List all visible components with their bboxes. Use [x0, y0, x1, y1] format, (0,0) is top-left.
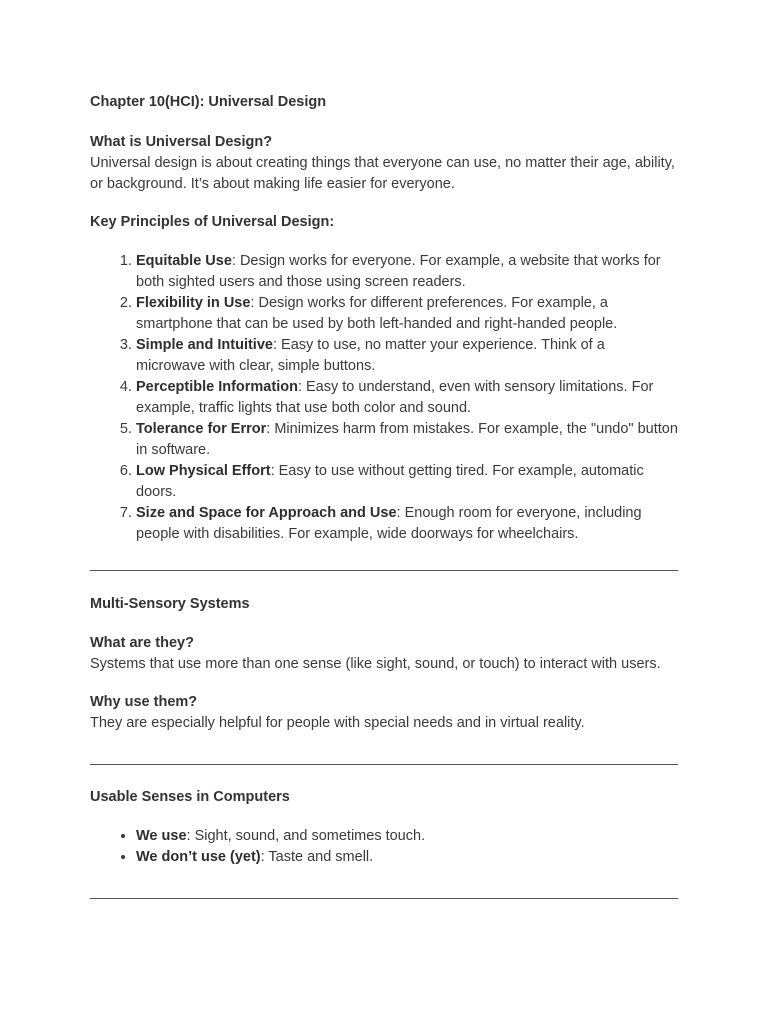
principles-list	[90, 251, 678, 545]
sense-term: We use	[136, 828, 187, 844]
divider-3	[90, 898, 678, 899]
principles-section	[90, 212, 678, 545]
principle-term: Simple and Intuitive	[136, 337, 273, 353]
chapter-title-text: Chapter 10(HCI): Universal Design	[90, 94, 327, 110]
principle-text: : Enough room for everyone, including people with disabilities. For example, wide doorways for wheelchairs.	[136, 505, 642, 542]
what-are-they-answer: Systems that use more than one sense (like sight, sound, or touch) to interact with users.	[90, 656, 661, 672]
principle-item	[136, 251, 678, 293]
sense-text: : Taste and smell.	[260, 849, 374, 865]
principles-heading: Key Principles of Universal Design:	[90, 214, 335, 230]
what-are-they-block	[90, 633, 678, 693]
section-universal-design	[90, 132, 678, 213]
principle-term: Tolerance for Error	[136, 421, 267, 437]
why-use-them-heading: Why use them?	[90, 694, 198, 710]
senses-list	[90, 826, 678, 868]
sense-item	[136, 847, 678, 868]
principle-text: : Easy to understand, even with sensory limitations. For example, traffic lights that use both color and sound.	[136, 379, 654, 416]
principle-text: : Minimizes harm from mistakes. For example, the "undo" button in software.	[136, 421, 678, 458]
principle-text: : Easy to use, no matter your experience. Think of a microwave with clear, simple buttons.	[136, 337, 605, 374]
principle-term: Flexibility in Use	[136, 295, 251, 311]
principle-item	[136, 419, 678, 461]
horizontal-rule	[90, 764, 678, 765]
principle-item	[136, 335, 678, 377]
principle-item	[136, 503, 678, 545]
usable-senses-heading: Usable Senses in Computers	[90, 789, 290, 805]
principle-text: : Design works for different preferences. For example, a smartphone that can be used by both left-handed and right-handed people.	[136, 295, 618, 332]
why-use-them-answer: They are especially helpful for people with special needs and in virtual reality.	[90, 715, 585, 731]
sense-term: We don’t use (yet)	[136, 849, 261, 865]
principle-item	[136, 461, 678, 503]
multisensory-section	[90, 594, 678, 615]
what-is-ud-heading: What is Universal Design?	[90, 134, 273, 150]
principle-term: Size and Space for Approach and Use	[136, 505, 397, 521]
sense-text: : Sight, sound, and sometimes touch.	[186, 828, 426, 844]
principle-text: : Design works for everyone. For example, a website that works for both sighted users and those using screen readers.	[136, 253, 661, 290]
what-is-ud-answer: Universal design is about creating things that everyone can use, no matter their age, ability, or background. It’s about making life easier for everyone.	[90, 155, 675, 192]
principle-term: Equitable Use	[136, 253, 232, 269]
why-use-them-block	[90, 692, 678, 752]
horizontal-rule	[90, 898, 678, 899]
what-are-they-heading: What are they?	[90, 635, 194, 651]
principle-item	[136, 377, 678, 419]
divider-1	[90, 570, 678, 571]
sense-item	[136, 826, 678, 847]
multisensory-heading: Multi-Sensory Systems	[90, 596, 250, 612]
principle-item	[136, 293, 678, 335]
divider-2	[90, 764, 678, 765]
horizontal-rule	[90, 570, 678, 571]
principle-text: : Easy to use without getting tired. For example, automatic doors.	[136, 463, 644, 500]
chapter-title	[90, 92, 678, 113]
principle-term: Low Physical Effort	[136, 463, 271, 479]
principle-term: Perceptible Information	[136, 379, 298, 395]
usable-senses-section	[90, 787, 678, 868]
